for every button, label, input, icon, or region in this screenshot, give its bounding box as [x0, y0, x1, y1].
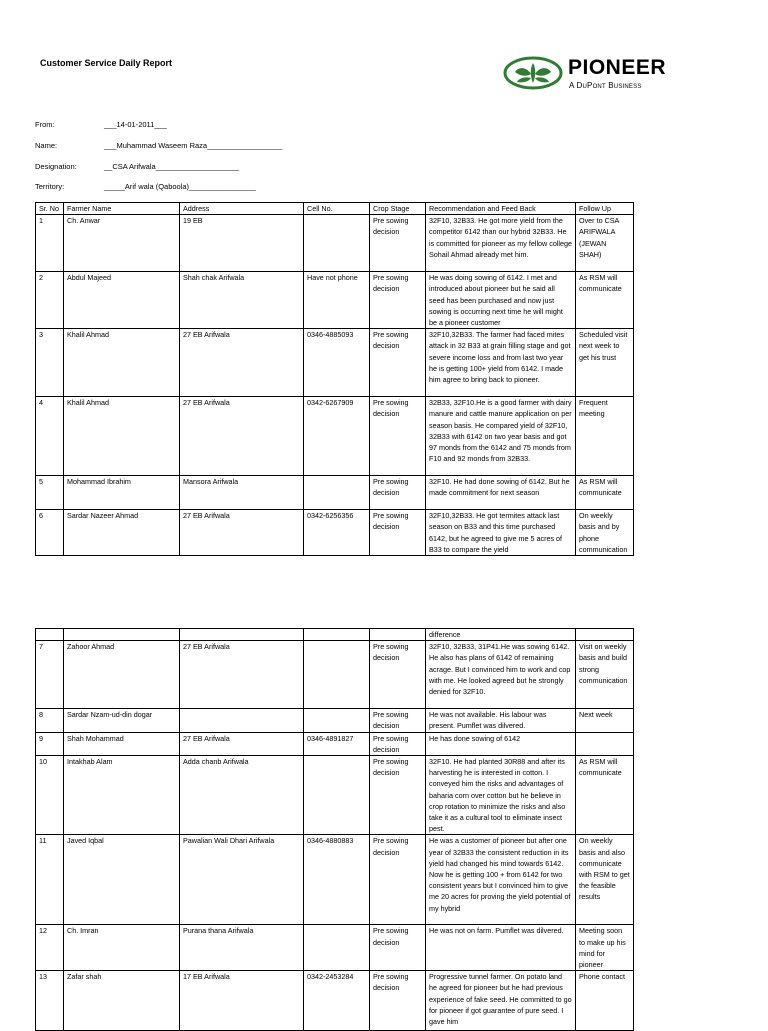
table-row	[36, 756, 634, 835]
cell-feedback: He was not on farm. Pumflet was dilvered.	[426, 925, 576, 971]
cell-sr: 8	[36, 709, 64, 732]
cell-sr	[36, 629, 64, 641]
cell-sr: 5	[36, 476, 64, 510]
cell-follow-up: Scheduled visit next week to get his trust	[576, 329, 634, 397]
cell-feedback: 32F10, 32B33, 31P41.He was sowing 6142. He also has plans of 6142 of remaining acrage. But I convinced him to work and cop with me. He looked agreed but he strongly denied for 32F10.	[426, 641, 576, 709]
cell-follow-up	[576, 732, 634, 755]
cell-follow-up: As RSM will communicate	[576, 756, 634, 835]
table-row	[36, 835, 634, 925]
cell-farmer: Zafar shah	[64, 971, 180, 1031]
cell-feedback: 32F10. He had planted 30R88 and after its harvesting he is interested in cotton. I conveyed him the risks and advantages of baharia corn over cotton but he believe in crop rotation to minimize the risks and also take it as a cultural tool to eliminate insect pest.	[426, 756, 576, 835]
cell-sr: 6	[36, 510, 64, 556]
col-header-address: Address	[180, 203, 304, 215]
cell-farmer: Zahoor Ahmad	[64, 641, 180, 709]
cell-address: 27 EB Arifwala	[180, 732, 304, 755]
table-row	[36, 215, 634, 272]
cell-cell-no: 0342-6267909	[304, 397, 370, 476]
name-label: Name:	[35, 141, 58, 150]
table-row	[36, 641, 634, 709]
cell-sr: 13	[36, 971, 64, 1031]
cell-farmer: Ch. Anwar	[64, 215, 180, 272]
cell-address	[180, 629, 304, 641]
cell-farmer: Intakhab Alam	[64, 756, 180, 835]
cell-crop-stage: Pre sowing decision	[370, 709, 426, 732]
cell-crop-stage: Pre sowing decision	[370, 641, 426, 709]
cell-cell-no: 0346-4880883	[304, 835, 370, 925]
territory-label: Territory:	[35, 182, 65, 191]
table-row	[36, 971, 634, 1031]
cell-crop-stage: Pre sowing decision	[370, 925, 426, 971]
cell-feedback: He has done sowing of 6142	[426, 732, 576, 755]
cell-feedback: 32F10. He had done sowing of 6142. But he made commitment for next season	[426, 476, 576, 510]
cell-crop-stage: Pre sowing decision	[370, 510, 426, 556]
table-row	[36, 272, 634, 329]
cell-farmer: Ch. Imran	[64, 925, 180, 971]
cell-follow-up: Over to CSA ARIFWALA (JEWAN SHAH)	[576, 215, 634, 272]
from-value: ___14-01-2011___	[104, 120, 167, 129]
cell-cell-no: 0346-4891827	[304, 732, 370, 755]
territory-value: _____Arif wala (Qaboola)________________	[104, 182, 256, 191]
cell-farmer: Abdul Majeed	[64, 272, 180, 329]
cell-crop-stage: Pre sowing decision	[370, 732, 426, 755]
report-table-page-1	[35, 202, 634, 556]
cell-follow-up: On weekly basis and also communicate with RSM to get the feasible results	[576, 835, 634, 925]
cell-feedback: difference	[426, 629, 576, 641]
cell-follow-up: As RSM will communicate	[576, 476, 634, 510]
cell-farmer: Mohammad Ibrahim	[64, 476, 180, 510]
cell-crop-stage: Pre sowing decision	[370, 971, 426, 1031]
cell-farmer: Javed Iqbal	[64, 835, 180, 925]
cell-follow-up: As RSM will communicate	[576, 272, 634, 329]
cell-cell-no	[304, 215, 370, 272]
report-title: Customer Service Daily Report	[40, 58, 173, 68]
cell-sr: 11	[36, 835, 64, 925]
cell-feedback: 32B33, 32F10.He is a good farmer with dairy manure and cattle manure application on per season basis. He compared yield of 32F10, 32B33 with 6142 on two year basis and got 97 monds from the 6142 and 75 monds from F10 and 92 monds from 32B33.	[426, 397, 576, 476]
col-header-follow-up: Follow Up	[576, 203, 634, 215]
cell-farmer: Sardar Nzam-ud-din dogar	[64, 709, 180, 732]
cell-farmer: Khalil Ahmad	[64, 329, 180, 397]
cell-sr: 2	[36, 272, 64, 329]
table-row	[36, 732, 634, 755]
cell-crop-stage: Pre sowing decision	[370, 397, 426, 476]
cell-address: 27 EB Arifwala	[180, 641, 304, 709]
col-header-feedback: Recommendation and Feed Back	[426, 203, 576, 215]
table-row	[36, 925, 634, 971]
col-header-crop-stage: Crop Stage	[370, 203, 426, 215]
continuation-row	[36, 629, 634, 641]
logo-wordmark: PIONEER	[568, 56, 667, 79]
table-row	[36, 510, 634, 556]
cell-cell-no	[304, 476, 370, 510]
cell-sr: 7	[36, 641, 64, 709]
cell-address: Adda chanb Arifwala	[180, 756, 304, 835]
cell-farmer: Khalil Ahmad	[64, 397, 180, 476]
table-row	[36, 397, 634, 476]
cell-address: 19 EB	[180, 215, 304, 272]
cell-crop-stage: Pre sowing decision	[370, 329, 426, 397]
cell-sr: 4	[36, 397, 64, 476]
cell-address: Pawalian Wali Dhari Arifwala	[180, 835, 304, 925]
cell-sr: 12	[36, 925, 64, 971]
cell-crop-stage: Pre sowing decision	[370, 215, 426, 272]
table-row	[36, 709, 634, 732]
cell-follow-up: Frequent meeting	[576, 397, 634, 476]
cell-feedback: He was a customer of pioneer but after one year of 32B33 the consistent reduction in its yield had changed his mind towards 6142. Now he is getting 100 + from 6142 for two consistent years but I convinced him to give me 20 acres for proving the yield potential of my hybrid	[426, 835, 576, 925]
cell-address	[180, 709, 304, 732]
cell-cell-no	[304, 756, 370, 835]
table-row	[36, 329, 634, 397]
cell-sr: 1	[36, 215, 64, 272]
cell-farmer	[64, 629, 180, 641]
cell-address: Mansora Arifwala	[180, 476, 304, 510]
cell-follow-up: Next week	[576, 709, 634, 732]
designation-label: Designation:	[35, 162, 77, 171]
from-label: From:	[35, 120, 55, 129]
cell-cell-no: 0342-6256356	[304, 510, 370, 556]
pioneer-logo	[502, 54, 672, 94]
cell-farmer: Sardar Nazeer Ahmad	[64, 510, 180, 556]
cell-feedback: Progressive tunnel farmer. On potato land he agreed for pioneer but he had previous experience of fake seed. He committed to go for pioneer if got guarantee of pure seed. I gave him	[426, 971, 576, 1031]
logo-tagline: A DuPont Business	[569, 81, 642, 90]
name-value: ___Muhammad Waseem Raza__________________	[104, 141, 283, 150]
cell-sr: 3	[36, 329, 64, 397]
cell-address: Purana thana Arifwala	[180, 925, 304, 971]
col-header-sr-no: Sr. No	[36, 203, 64, 215]
cell-sr: 10	[36, 756, 64, 835]
cell-follow-up: On weekly basis and by phone communication	[576, 510, 634, 556]
cell-crop-stage: Pre sowing decision	[370, 835, 426, 925]
cell-crop-stage: Pre sowing decision	[370, 272, 426, 329]
table-row	[36, 476, 634, 510]
cell-sr: 9	[36, 732, 64, 755]
col-header-farmer-name: Farmer Name	[64, 203, 180, 215]
cell-address: 27 EB Arifwala	[180, 397, 304, 476]
cell-follow-up: Meeting soon to make up his mind for pioneer	[576, 925, 634, 971]
cell-feedback: 32F10,32B33. The farmer had faced mites attack in 32 B33 at grain filling stage and got severe income loss and from last two year he is getting 100+ yield from 6142. I made him agree to bring back to pioneer.	[426, 329, 576, 397]
cell-cell-no	[304, 709, 370, 732]
cell-cell-no	[304, 641, 370, 709]
table-header-row	[36, 203, 634, 215]
cell-cell-no: 0342-2453284	[304, 971, 370, 1031]
cell-follow-up	[576, 629, 634, 641]
cell-cell-no: 0346-4885093	[304, 329, 370, 397]
cell-cell-no: Have not phone	[304, 272, 370, 329]
cell-feedback: He was doing sowing of 6142. I met and introduced about pioneer but he said all seed has been purchased and now just sowing is occurring next time he will might be a pioneer customer	[426, 272, 576, 329]
cell-follow-up: Phone contact	[576, 971, 634, 1031]
cell-cell-no	[304, 629, 370, 641]
cell-crop-stage: Pre sowing decision	[370, 476, 426, 510]
cell-crop-stage: Pre sowing decision	[370, 756, 426, 835]
cell-feedback: 32F10,32B33. He got termites attack last season on B33 and this time purchased 6142, but he agreed to give me 5 acres of B33 to compare the yield	[426, 510, 576, 556]
cell-cell-no	[304, 925, 370, 971]
cell-crop-stage	[370, 629, 426, 641]
pioneer-leaf-icon	[502, 54, 564, 92]
cell-follow-up: Visit on weekly basis and build strong communication	[576, 641, 634, 709]
cell-feedback: 32F10, 32B33. He got more yield from the competitor 6142 than our hybrid 32B33. He is committed for pioneer as my fellow college Sohail Ahmad already met him.	[426, 215, 576, 272]
cell-address: 17 EB Arifwala	[180, 971, 304, 1031]
cell-farmer: Shah Mohammad	[64, 732, 180, 755]
cell-address: 27 EB Arifwala	[180, 329, 304, 397]
designation-value: __CSA Arifwala____________________	[104, 162, 240, 171]
report-table-page-2	[35, 628, 634, 1031]
cell-address: Shah chak Arifwala	[180, 272, 304, 329]
cell-feedback: He was not available. His labour was present. Pumflet was dilvered.	[426, 709, 576, 732]
cell-address: 27 EB Arifwala	[180, 510, 304, 556]
col-header-cell-no: Cell No.	[304, 203, 370, 215]
